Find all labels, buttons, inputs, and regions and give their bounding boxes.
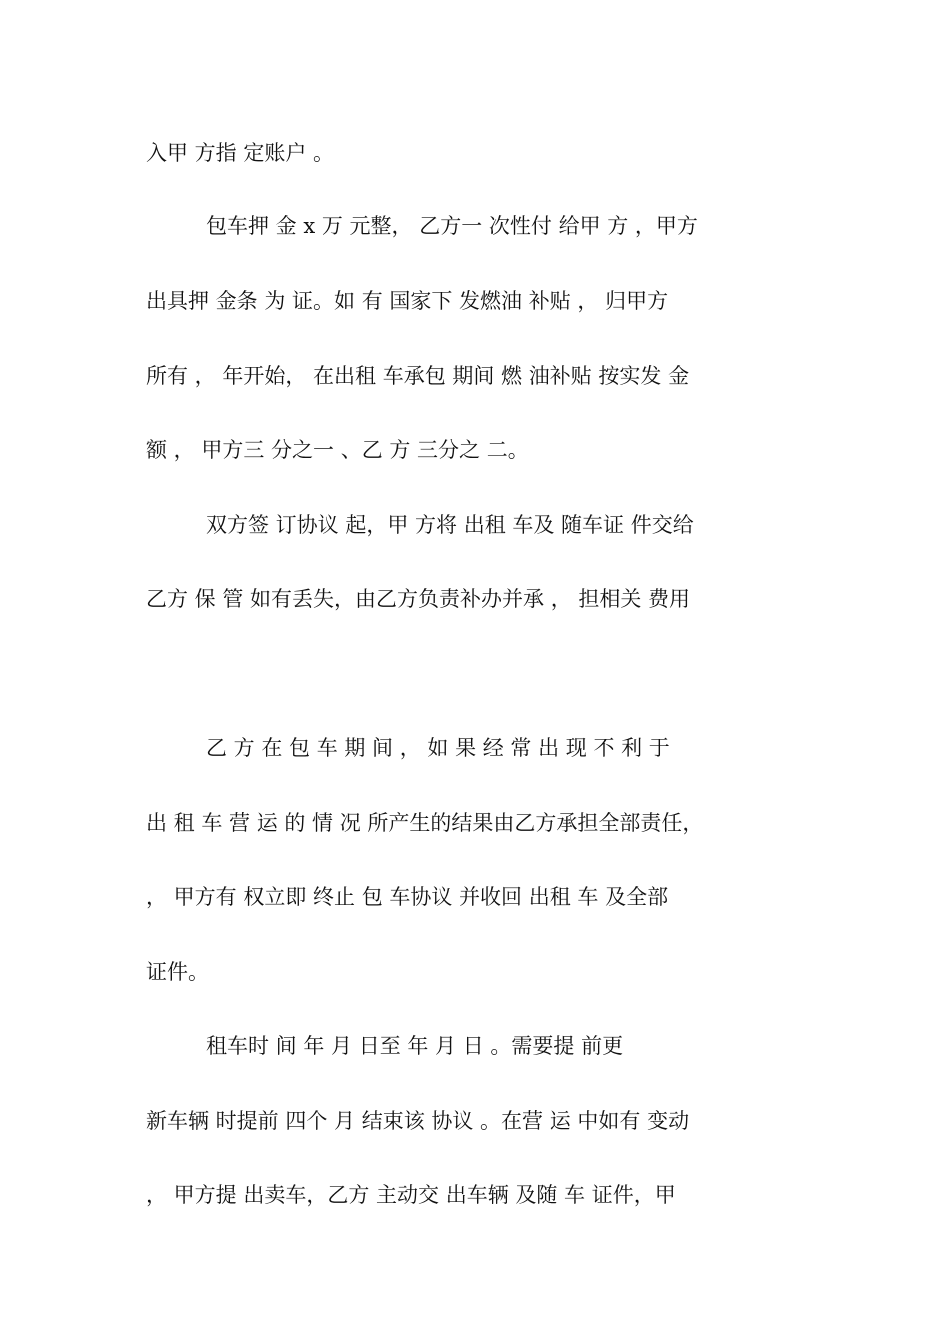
text-line-10: ， 甲方有 权立即 终止 包 车协议 并收回 出租 车 及全部 bbox=[146, 885, 669, 909]
text-line-2: 包车押 金 x 万 元整， 乙方一 次性付 给甲 方 ，甲方 bbox=[206, 214, 698, 238]
text-line-11: 证件。 bbox=[146, 960, 209, 984]
text-line-5: 额 ， 甲方三 分之一 、乙 方 三分之 二。 bbox=[146, 438, 529, 462]
text-line-14: ， 甲方提 出卖车，乙方 主动交 出车辆 及随 车 证件，甲 bbox=[146, 1183, 676, 1207]
text-line-1: 入甲 方指 定账户 。 bbox=[146, 141, 335, 165]
text-line-13: 新车辆 时提前 四个 月 结束该 协议 。在营 运 中如有 变动 bbox=[146, 1109, 690, 1133]
text-line-12: 租车时 间 年 月 日至 年 月 日 。需要提 前更 bbox=[206, 1034, 624, 1058]
text-line-8: 乙 方 在 包 车 期 间 ， 如 果 经 常 出 现 不 利 于 bbox=[206, 736, 670, 760]
text-line-7: 乙方 保 管 如有丢失，由乙方负责补办并承 ， 担相关 费用 bbox=[146, 587, 691, 611]
text-line-6: 双方签 订协议 起，甲 方将 出租 车及 随车证 件交给 bbox=[206, 513, 694, 537]
text-line-4: 所有 ， 年开始， 在出租 车承包 期间 燃 油补贴 按实发 金 bbox=[146, 364, 690, 388]
text-line-9: 出 租 车 营 运 的 情 况 所产生的结果由乙方承担全部责任， bbox=[146, 811, 704, 835]
text-line-3: 出具押 金条 为 证。如 有 国家下 发燃油 补贴 ， 归甲方 bbox=[146, 289, 669, 313]
